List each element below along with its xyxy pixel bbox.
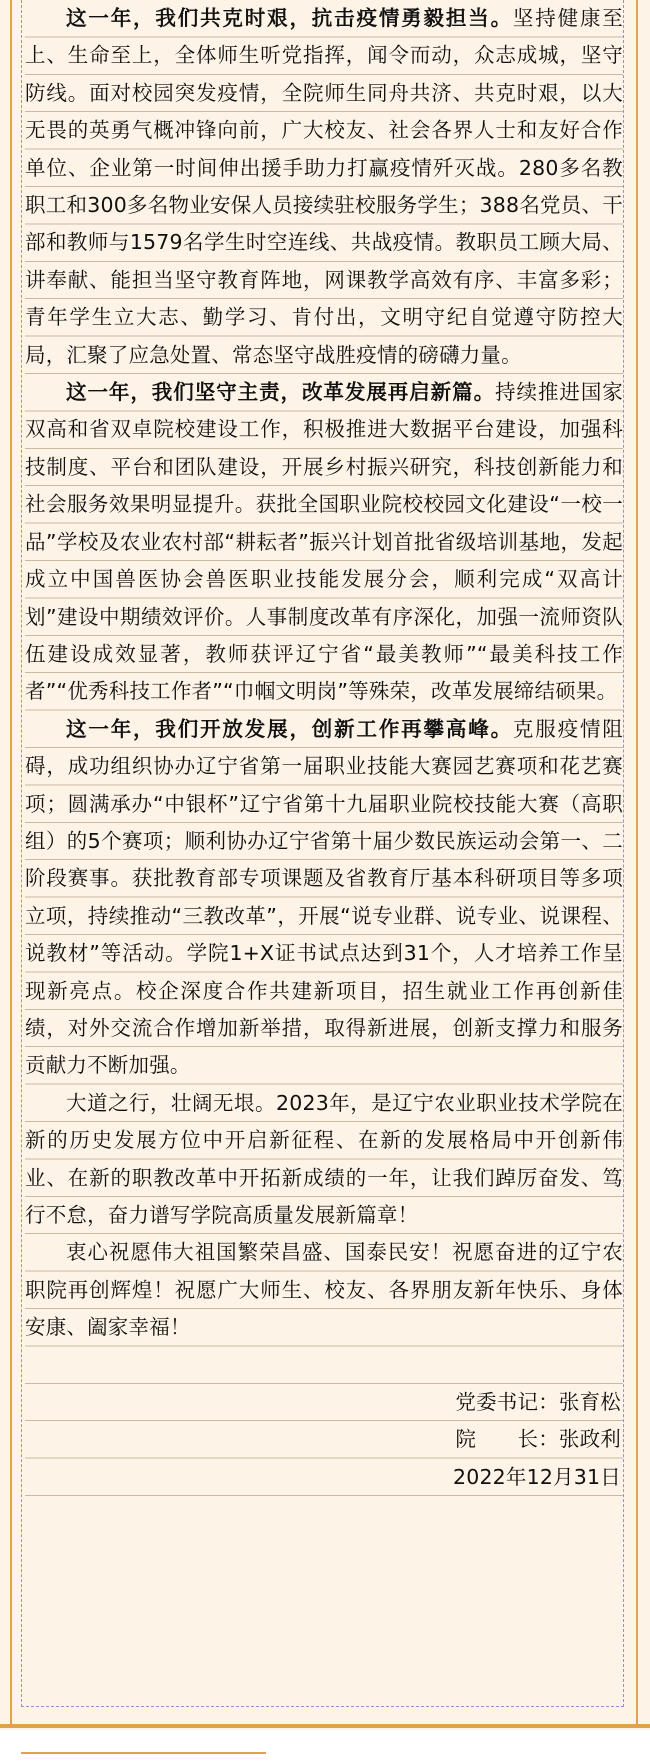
- bottom-border-rule: [0, 1724, 650, 1728]
- letter-body: [25, 0, 623, 1496]
- footer-accent-line: [21, 1752, 266, 1754]
- paragraph-lead: 这一年，我们开放发展，创新工作再攀高峰。: [66, 716, 513, 741]
- left-border-rule: [10, 0, 12, 1725]
- paragraph-body: 持续推进国家双高和省双卓院校建设工作，积极推进大数据平台建设，加强科技制度、平台和团队建设，开展乡村振兴研究，科技创新能力和社会服务效果明显提升。获批全国职业院校校园文化建设“一校一品”学校及农业农村部“耕耘者”振兴计划首批省级培训基地，发起成立中国兽医协会兽医职业技能发展分会，顺利完成“双高计划”建设中期绩效评价。人事制度改革有序深化，加强一流师资队伍建设成效显著，教师获评辽宁省“最美教师”“最美科技工作者”“优秀科技工作者”“巾帼文明岗”等殊荣，改革发展缔结硕果。: [25, 380, 624, 704]
- signature-date: 2022年12月31日: [452, 1464, 621, 1489]
- paragraph-fight-epidemic: [25, 0, 623, 374]
- paragraph-body: 坚持健康至上、生命至上，全体师生听党指挥，闻令而动，众志成城，坚守防线。面对校园突发疫情，全院师生同舟共济、共克时艰，以大无畏的英勇气概冲锋向前，广大校友、社会各界人士和友好合作单位、企业第一时间伸出援手助力打赢疫情歼灭战。280多名教职工和300多名物业安保人员接续驻校服务学生；388名党员、干部和教师与1579名学生时空连线、共战疫情。教职员工顾大局、讲奉献、能担当坚守教育阵地，网课教学高效有序、丰富多彩；青年学生立大志、勤学习、肯付出，文明守纪自觉遵守防控大局，汇聚了应急处置、常态坚守战胜疫情的磅礴力量。: [25, 6, 624, 367]
- paragraph-body: 衷心祝愿伟大祖国繁荣昌盛、国泰民安！祝愿奋进的辽宁农职院再创辉煌！祝愿广大师生、校友、各界朋友新年快乐、身体安康、阖家幸福！: [25, 1240, 623, 1340]
- paragraph-2023-outlook: [25, 1085, 623, 1235]
- paragraph-open-development: [25, 711, 623, 1085]
- right-border-rule: [636, 0, 638, 1725]
- paragraph-body: 大道之行，壮阔无垠。2023年，是辽宁农业职业技术学院在新的历史发展方位中开启新征程、在新的发展格局中开创新伟业、在新的职教改革中开拓新成绩的一年，让我们踔厉奋发、笃行不怠，奋力谱写学院高质量发展新篇章！: [25, 1090, 623, 1227]
- paragraph-body: 克服疫情阻碍，成功组织协办辽宁省第一届职业技能大赛园艺赛项和花艺赛项；圆满承办“中银杯”辽宁省第十九届职业院校技能大赛（高职组）的5个赛项；顺利协办辽宁省第十届少数民族运动会第一、二阶段赛事。获批教育部专项课题及省教育厅基本科研项目等多项立项，持续推动“三教改革”，开展“说专业群、说专业、说课程、说教材”等活动。学院1+X证书试点达到31个，人才培养工作呈现新亮点。校企深度合作共建新项目，招生就业工作再创新佳绩，对外交流合作增加新举措，取得新进展，创新支撑力和服务贡献力不断加强。: [25, 716, 624, 1078]
- blank-ruled-line: [25, 1347, 623, 1384]
- paragraph-reform: [25, 374, 623, 711]
- paragraph-lead: 这一年，我们坚守主责，改革发展再启新篇。: [66, 380, 496, 405]
- paragraph-lead: 这一年，我们共克时艰，抗击疫情勇毅担当。: [66, 6, 513, 30]
- signature-president: 院 长：张政利: [455, 1427, 621, 1452]
- paragraph-wishes: [25, 1234, 623, 1346]
- signature-secretary: 党委书记：张育松: [455, 1390, 621, 1415]
